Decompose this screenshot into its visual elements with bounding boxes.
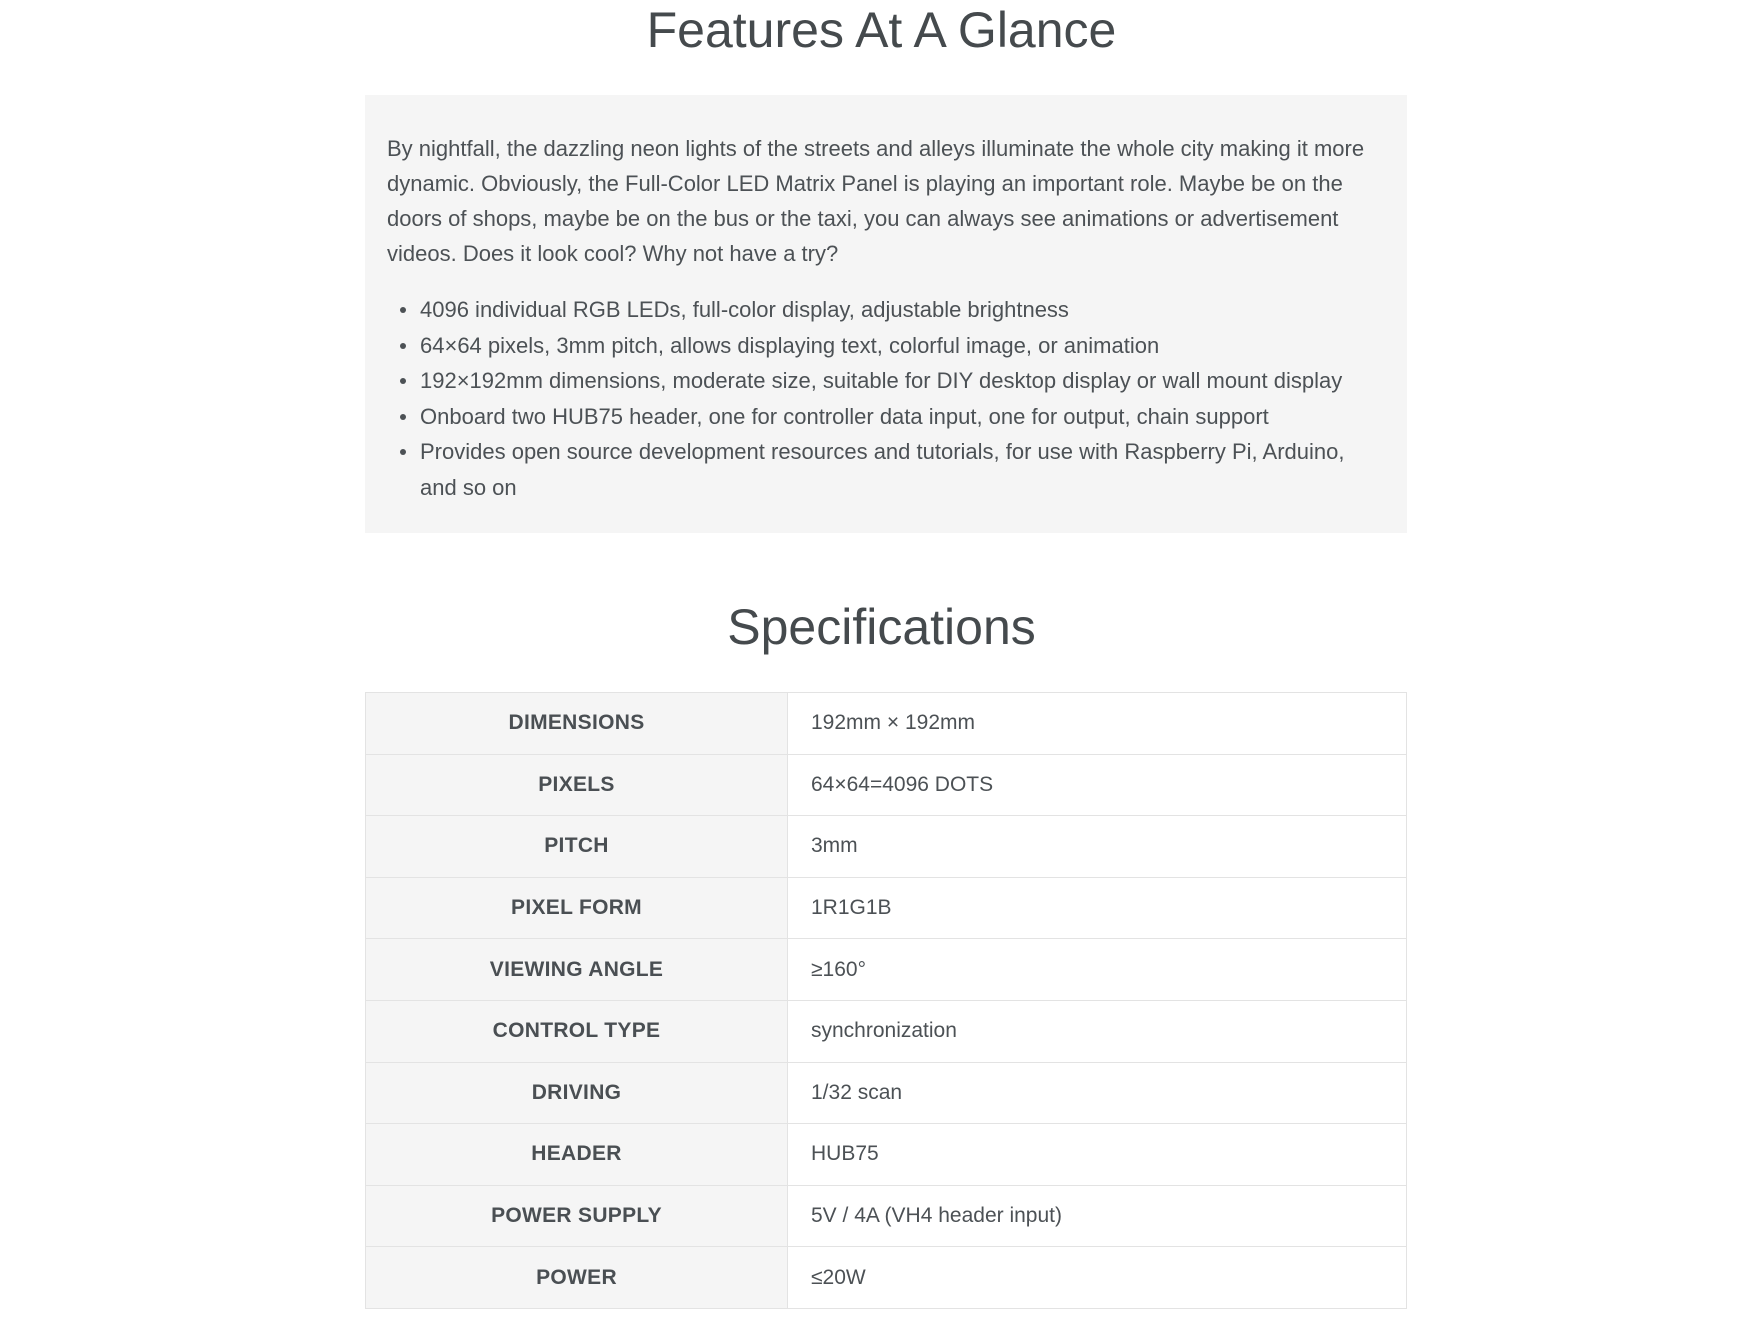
spec-key: DIMENSIONS <box>366 693 788 755</box>
features-intro: By nightfall, the dazzling neon lights of the streets and alleys illuminate the whole city making it more dynamic. Obviously, the Full-Color LED Matrix Panel is playing an important role. Maybe be on the doors of shops, maybe be on the bus or the taxi, you can always see animations or advertisement videos. Does it look cool? Why not have a try? <box>387 136 1365 266</box>
spec-value: 192mm × 192mm <box>788 693 1407 755</box>
spec-value: 3mm <box>788 816 1407 878</box>
table-row <box>366 1000 1407 1062</box>
spec-key: POWER <box>366 1247 788 1309</box>
feature-item: Provides open source development resources and tutorials, for use with Raspberry Pi, Arduino, and so on <box>420 434 1385 505</box>
features-title: Features At A Glance <box>646 2 1117 58</box>
features-list <box>387 292 1385 505</box>
feature-item: Onboard two HUB75 header, one for controller data input, one for output, chain support <box>420 399 1385 435</box>
features-box <box>365 95 1407 533</box>
table-row <box>366 1247 1407 1309</box>
spec-value: 5V / 4A (VH4 header input) <box>788 1185 1407 1247</box>
spec-value: 64×64=4096 DOTS <box>788 754 1407 816</box>
table-row <box>366 1124 1407 1186</box>
table-row <box>366 754 1407 816</box>
feature-item: 192×192mm dimensions, moderate size, suitable for DIY desktop display or wall mount display <box>420 363 1385 399</box>
spec-value: 1R1G1B <box>788 877 1407 939</box>
spec-value: 1/32 scan <box>788 1062 1407 1124</box>
spec-key: DRIVING <box>366 1062 788 1124</box>
table-row <box>366 939 1407 1001</box>
spec-value: ≥160° <box>788 939 1407 1001</box>
spec-value: ≤20W <box>788 1247 1407 1309</box>
spec-key: HEADER <box>366 1124 788 1186</box>
spec-key: POWER SUPPLY <box>366 1185 788 1247</box>
spec-value: HUB75 <box>788 1124 1407 1186</box>
table-row <box>366 1062 1407 1124</box>
feature-item: 64×64 pixels, 3mm pitch, allows displaying text, colorful image, or animation <box>420 328 1385 364</box>
spec-value: synchronization <box>788 1000 1407 1062</box>
table-row <box>366 816 1407 878</box>
spec-key: CONTROL TYPE <box>366 1000 788 1062</box>
spec-key: VIEWING ANGLE <box>366 939 788 1001</box>
table-row <box>366 693 1407 755</box>
feature-item: 4096 individual RGB LEDs, full-color display, adjustable brightness <box>420 292 1385 328</box>
spec-key: PITCH <box>366 816 788 878</box>
spec-key: PIXEL FORM <box>366 877 788 939</box>
specifications-table <box>365 692 1407 1309</box>
spec-key: PIXELS <box>366 754 788 816</box>
table-row <box>366 1185 1407 1247</box>
specifications-title: Specifications <box>727 599 1036 655</box>
table-row <box>366 877 1407 939</box>
